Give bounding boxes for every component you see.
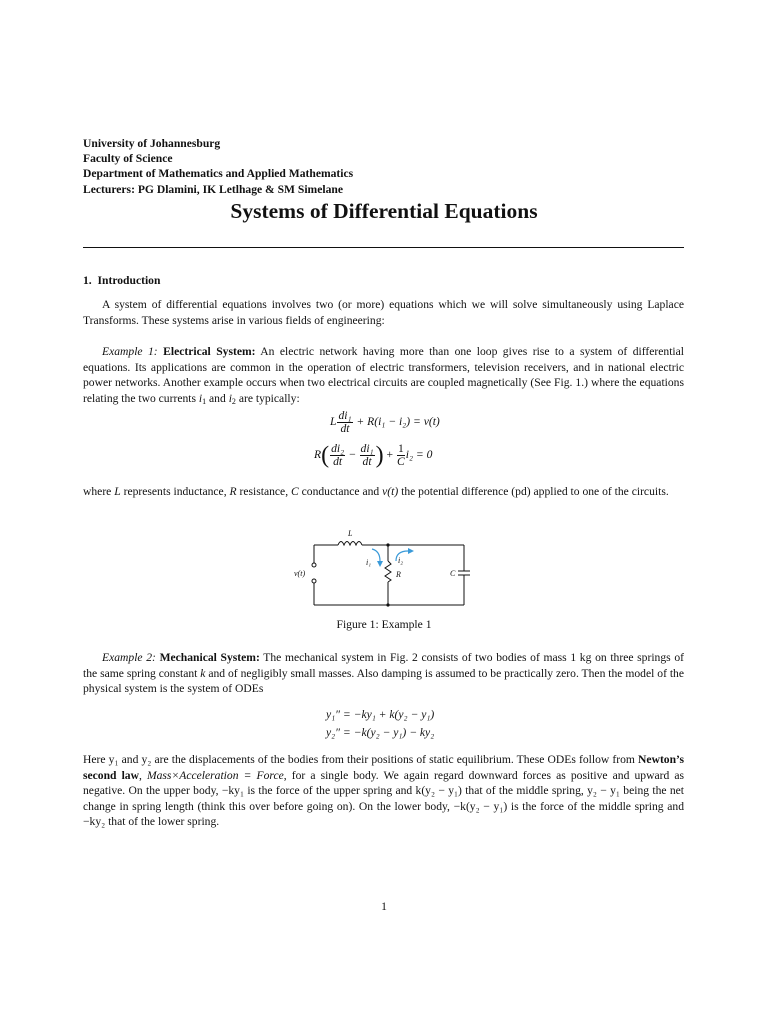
mass-acceleration-force: Mass×Acceleration = Force xyxy=(146,768,284,782)
eq2-numerator-1: di₂ xyxy=(331,442,345,455)
section-number: 1. xyxy=(83,274,92,287)
eq2-fraction-1 xyxy=(330,443,345,468)
eq2-R: R xyxy=(314,448,322,462)
spring-constant-k: k xyxy=(200,666,206,680)
example1-text-b: are typically: xyxy=(235,391,300,405)
document-title: Systems of Differential Equations xyxy=(230,199,538,223)
newton-law: Newton’s second law xyxy=(83,753,684,782)
closing-p2: , xyxy=(138,768,147,782)
defs-d: conductance and xyxy=(298,485,383,498)
defs-R: R xyxy=(229,485,237,498)
figure-1-caption: Figure 1: Example 1 xyxy=(336,618,432,631)
source-terminal-bottom xyxy=(312,579,316,583)
example2-text-a: The mechanical system in Fig. 2 consists of two bodies of mass 1 kg on three springs of the same spring constant xyxy=(83,651,684,680)
current-i2-subscript: 2 xyxy=(231,396,236,406)
ode-equation-1: y₁″ = −ky₁ + k(y₂ − y₁) xyxy=(326,708,435,721)
defs-a: where xyxy=(83,485,115,498)
current-i1-symbol: i xyxy=(198,391,203,405)
eq1-fraction xyxy=(337,410,352,435)
circuit-wires xyxy=(314,542,470,606)
circuit-figure xyxy=(290,525,480,611)
equation-2 xyxy=(314,443,432,468)
example1-heading: Electrical System: xyxy=(163,345,256,358)
eq2-numerator-2: di₁ xyxy=(360,442,374,455)
example1-and: and xyxy=(206,391,229,405)
page-number: 1 xyxy=(381,900,387,913)
title-rule xyxy=(83,247,684,248)
label-C: C xyxy=(450,569,456,578)
eq2-fraction-2 xyxy=(360,443,375,468)
eq2-denominator-3: C xyxy=(396,455,405,468)
resistor-symbol xyxy=(385,561,391,582)
junction-top xyxy=(386,543,389,546)
current-i2-arrowhead xyxy=(408,548,414,554)
label-i2: i₂ xyxy=(398,556,404,565)
eq2-numerator-3: 1 xyxy=(397,442,404,455)
junction-bottom xyxy=(386,603,389,606)
defs-c: resistance, xyxy=(236,485,291,498)
example2-label: Example 2: xyxy=(102,651,156,664)
label-R: R xyxy=(396,570,401,579)
ode-equation-2: y₂″ = −k(y₂ − y₁) − ky₂ xyxy=(326,726,435,739)
eq1-L: L xyxy=(330,415,337,429)
example1-paragraph xyxy=(83,344,684,409)
intro-paragraph: A system of differential equations involves two (or more) equations which we will solve simultaneously using Laplace Transforms. These systems arise in various fields of engineering: xyxy=(83,298,684,327)
example2-paragraph xyxy=(83,650,684,697)
eq2-denominator-2: dt xyxy=(362,455,372,468)
example2-heading: Mechanical System: xyxy=(159,651,260,664)
closing-paragraph xyxy=(83,752,684,830)
section-heading xyxy=(83,274,160,287)
eq2-minus: − xyxy=(349,448,356,462)
eq2-rest: i₂ = 0 xyxy=(405,448,433,462)
label-vt: v(t) xyxy=(294,569,306,578)
defs-e: the potential difference (pd) applied to one of the circuits. xyxy=(398,485,669,498)
department-name: Department of Mathematics and Applied Mathematics xyxy=(83,167,354,181)
eq2-plus: + xyxy=(386,448,394,462)
label-L: L xyxy=(348,529,353,538)
defs-C: C xyxy=(291,485,299,498)
inductor-symbol xyxy=(338,542,362,546)
eq1-denominator: dt xyxy=(340,422,350,435)
current-i1-arrowhead xyxy=(377,561,383,567)
defs-b: represents inductance, xyxy=(120,485,230,498)
eq2-fraction-3 xyxy=(397,443,405,468)
closing-p1: Here y₁ and y₂ are the displacements of the bodies from their positions of static equilibrium. These ODEs follow from xyxy=(83,753,639,766)
faculty-name: Faculty of Science xyxy=(83,152,173,166)
source-terminal-top xyxy=(312,563,316,567)
eq2-close-paren: ) xyxy=(375,442,384,469)
eq1-rest: + R(i₁ − i₂) = v(t) xyxy=(356,415,440,429)
eq2-open-paren: ( xyxy=(321,442,330,469)
defs-vt: v(t) xyxy=(382,485,399,498)
equation-1 xyxy=(330,410,440,435)
eq2-denominator-1: dt xyxy=(333,455,343,468)
eq1-numerator: di₁ xyxy=(338,409,352,422)
closing-p3: , for a single body. We again regard downward forces as positive and upward as negative. On the upper body, −ky₁ is the force of the upper spring and k(y₂ − y₁) that of the middle spring, y₂ − y₁ being the net change in spring length (think this over before going on). On the lower body, −k(y₂ − y₁) is the force of the middle spring and −ky₂ that of the lower spring. xyxy=(83,768,684,829)
current-i2-symbol: i xyxy=(228,391,232,405)
example2-text-b: and of negligibly small masses. Also damping is assumed to be practically zero. Then the model of the physical system is the system of ODEs xyxy=(83,666,685,696)
current-i1-subscript: 1 xyxy=(202,396,207,406)
section-title: Introduction xyxy=(97,274,161,287)
example1-label: Example 1: xyxy=(102,345,158,358)
lecturers-line: Lecturers: PG Dlamini, IK Letlhage & SM Simelane xyxy=(83,182,343,196)
label-i1: i₁ xyxy=(366,558,372,567)
university-name: University of Johannesburg xyxy=(83,137,221,150)
example1-definitions xyxy=(83,484,684,500)
defs-L: L xyxy=(114,485,121,498)
header-block xyxy=(83,136,353,197)
example1-text-a: An electric network having more than one loop gives rise to a system of differential equations. Its applications are common in the operation of electric transformers, television receivers, and in national electric power networks. Another example occurs when two electrical circuits are coupled magnetically (See Fig. 1.) where the equations relating the two currents xyxy=(83,345,684,405)
current-i1-arrow xyxy=(372,549,380,561)
